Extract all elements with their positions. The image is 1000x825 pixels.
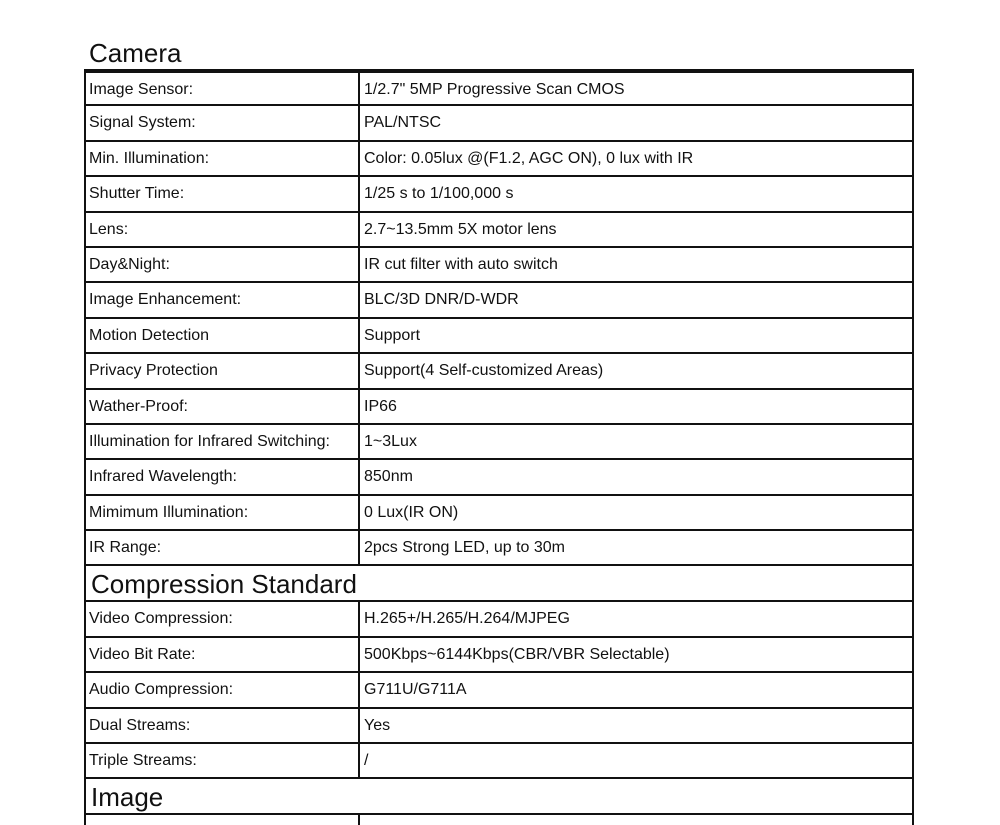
spec-label: Infrared Wavelength: [86,460,360,493]
table-row [84,602,914,637]
table-row [84,744,914,779]
spec-label: Signal System: [86,106,360,139]
table-row [84,638,914,673]
table-row [84,673,914,708]
table-row [84,71,914,106]
spec-value: IR cut filter with auto switch [364,255,558,273]
spec-value: / [364,752,369,770]
spec-label: Triple Streams: [86,744,360,777]
table-row [84,248,914,283]
section-title-compression-standard: Compression Standard [84,566,914,602]
spec-label: IR Range: [86,531,360,564]
section-title-camera: Camera [84,35,914,71]
spec-value: Support(4 Self-customized Areas) [364,362,604,380]
spec-value: Yes [364,716,391,734]
table-row [84,319,914,354]
spec-value: G711U/G711A [364,681,467,699]
spec-value: BLC/3D DNR/D-WDR [364,291,519,309]
table-row [84,531,914,566]
spec-label: Day&Night: [86,248,360,281]
spec-value: 2pcs Strong LED, up to 30m [364,539,565,557]
table-row [84,177,914,212]
section-title-image: Image [84,779,914,815]
spec-sheet [84,35,914,825]
spec-label: Dual Streams: [86,709,360,742]
table-row [84,425,914,460]
spec-label: Privacy Protection [86,354,360,387]
spec-label: Video Compression: [86,602,360,635]
table-row [84,213,914,248]
spec-table-camera [84,71,914,566]
spec-label: Audio Compression: [86,673,360,706]
spec-value: 0 Lux(IR ON) [364,503,459,521]
spec-value: H.265+/H.265/H.264/MJPEG [364,610,570,628]
table-row [84,709,914,744]
spec-value: 850nm [364,468,413,486]
table-row [84,142,914,177]
table-row [84,460,914,495]
spec-value: IP66 [364,397,397,415]
spec-label: Min. Illumination: [86,142,360,175]
spec-label: Image Sensor: [86,73,360,104]
spec-label: Image Enhancement: [86,283,360,316]
spec-value: 2.7~13.5mm 5X motor lens [364,220,557,238]
table-row [84,354,914,389]
spec-label: Motion Detection [86,319,360,352]
table-row [84,390,914,425]
spec-label: Illumination for Infrared Switching: [86,425,360,458]
table-row [84,283,914,318]
spec-label: Wather-Proof: [86,390,360,423]
table-row [84,106,914,141]
spec-value: 1~3Lux [364,432,417,450]
spec-label: Mimimum Illumination: [86,496,360,529]
spec-value: Color: 0.05lux @(F1.2, AGC ON), 0 lux with IR [364,149,694,167]
spec-label: Shutter Time: [86,177,360,210]
spec-label: Lens: [86,213,360,246]
table-row [84,496,914,531]
spec-label: Video Bit Rate: [86,638,360,671]
spec-value: 500Kbps~6144Kbps(CBR/VBR Selectable) [364,645,670,663]
spec-value: Support [364,326,421,344]
spec-value: 1/2.7" 5MP Progressive Scan CMOS [364,81,625,98]
spec-value: 1/25 s to 1/100,000 s [364,185,514,203]
spec-table-compression [84,602,914,779]
spec-value: PAL/NTSC [364,114,442,132]
